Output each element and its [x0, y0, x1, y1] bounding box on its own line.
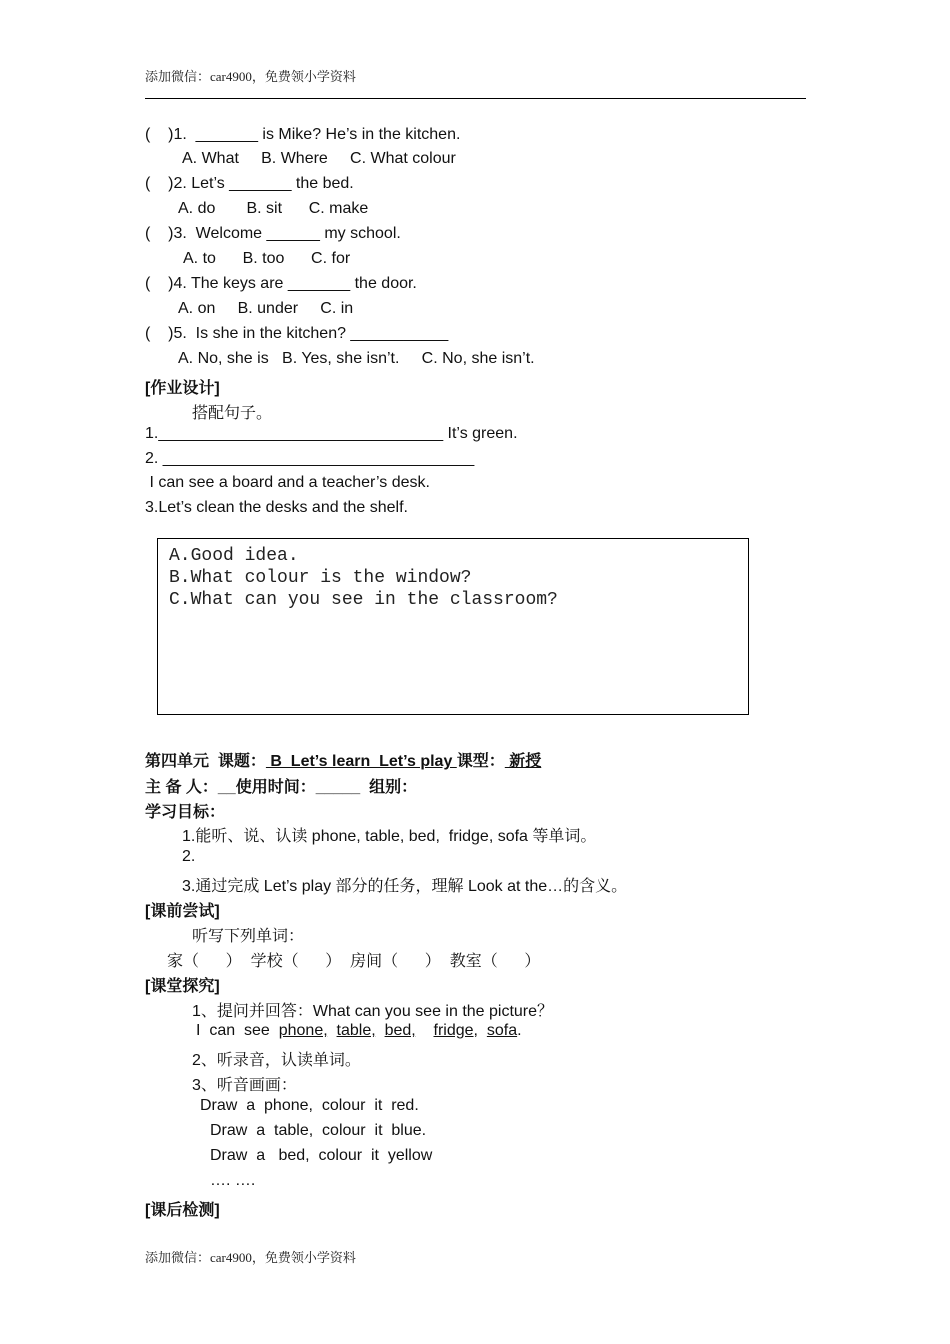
homework-heading: [作业设计] [145, 380, 220, 397]
box-option-a: A.Good idea. [169, 546, 299, 566]
goal-2: 2. [182, 848, 196, 865]
time-blank: _____ [315, 779, 361, 796]
question-2-options: A. do B. sit C. make [178, 200, 369, 217]
word-fridge: fridge, [433, 1022, 478, 1039]
pretest-words: 家（ ） 学校（ ） 房间（ ） 教室（ ） [167, 953, 541, 970]
question-2: ( )2. Let’s _______ the bed. [145, 175, 354, 192]
header-rule [145, 98, 806, 99]
question-1: ( )1. _______ is Mike? He’s in the kitchen. [145, 126, 461, 143]
homework-line-2: 2. ___________________________________ [145, 450, 475, 467]
explore-answer-end: . [517, 1022, 522, 1039]
draw-more: …. …. [210, 1172, 256, 1189]
post-test-heading: [课后检测] [145, 1202, 220, 1219]
explore-item-1: 1、提问并回答：What can you see in the picture？ [192, 1003, 554, 1020]
pretest-instruction: 听写下列单词： [192, 928, 305, 945]
draw-line-2: Draw a table, colour it blue. [210, 1122, 427, 1139]
question-1-options: A. What B. Where C. What colour [182, 150, 456, 167]
box-option-b: B.What colour is the window? [169, 568, 472, 588]
explore-item-2: 2、听录音，认读单词。 [192, 1052, 361, 1069]
page-header: 添加微信：car4900，免费领小学资料 [145, 69, 356, 84]
preparer-label: 主 备 人：__使用时间： [145, 779, 316, 796]
draw-line-1: Draw a phone, colour it red. [200, 1097, 419, 1114]
topic-value: B Let’s learn Let’s play [265, 753, 457, 770]
word-sofa: sofa [486, 1022, 518, 1039]
question-4-options: A. on B. under C. in [178, 300, 354, 317]
type-label: 课型： [456, 753, 505, 770]
type-value: 新授 [504, 753, 542, 770]
page-footer: 添加微信：car4900，免费领小学资料 [145, 1250, 356, 1265]
group-label: 组别： [360, 779, 418, 796]
lesson-title-row [145, 748, 541, 771]
goal-3: 3.通过完成 Let’s play 部分的任务，理解 Look at the…的含义。 [182, 878, 628, 895]
goals-heading: 学习目标： [145, 804, 226, 821]
box-option-c: C.What can you see in the classroom? [169, 590, 558, 610]
question-3-options: A. to B. too C. for [183, 250, 351, 267]
question-5-options: A. No, she is B. Yes, she isn’t. C. No, she isn’t. [178, 350, 535, 367]
explore-item-3: 3、听音画画： [192, 1077, 297, 1094]
homework-line-4: 3.Let’s clean the desks and the shelf. [145, 499, 408, 516]
question-4: ( )4. The keys are _______ the door. [145, 275, 417, 292]
question-5: ( )5. Is she in the kitchen? ___________ [145, 325, 449, 342]
homework-line-1: 1.________________________________ It’s green. [145, 425, 518, 442]
pretest-heading: [课前尝试] [145, 903, 220, 920]
word-phone: phone, [278, 1022, 328, 1039]
homework-instruction: 搭配句子。 [192, 405, 273, 422]
word-table: table, [336, 1022, 376, 1039]
explore-heading: [课堂探究] [145, 978, 220, 995]
draw-line-3: Draw a bed, colour it yellow [210, 1147, 433, 1164]
explore-answer-prefix: I can see [196, 1022, 275, 1039]
question-3: ( )3. Welcome ______ my school. [145, 225, 401, 242]
goal-1: 1.能听、说、认读 phone, table, bed, fridge, sofa 等单词。 [182, 828, 597, 845]
answer-options-box [157, 538, 749, 715]
homework-line-3: I can see a board and a teacher’s desk. [145, 474, 430, 491]
explore-answer [196, 1022, 522, 1040]
unit-label: 第四单元 课题： [145, 753, 266, 770]
preparer-row [145, 774, 417, 797]
word-bed: bed, [384, 1022, 416, 1039]
